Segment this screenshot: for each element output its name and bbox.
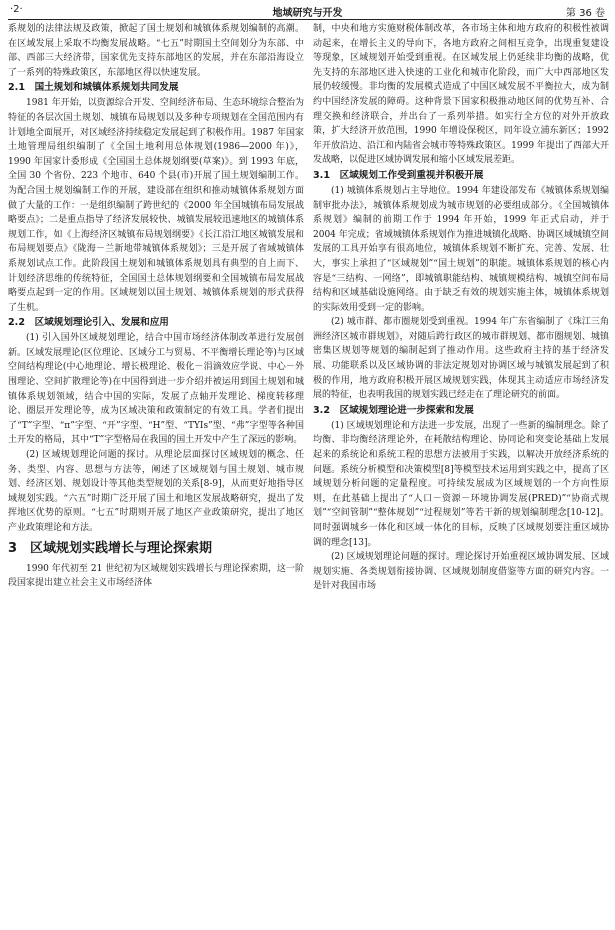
chapter-heading-3: 3 区域规划实践增长与理论探索期 <box>8 540 213 556</box>
paragraph: (1) 区域规划理论和方法进一步发展，出现了一些新的编制理念。除了均衡、非均衡经济理论外，在耗散结构理论、协同论和突变论基础上发展起来的系统论和系统工程的思想方法被用于实践，以解决开放经济系统的问题。系统分析模型和决策模型[8]等模型技术运用到实践之中，提高了区域规划分析问题的定量程度。可持续发展成为区域规划的一个方向性原则，在此基础上提出了“人口－资源－环境协调发展(PRED)”“协商式规划”“空间管制”“整体规划”“过程规划”等若干新的规划编制理念[10-12]。同时强调城乡一体化和区域一体化的目标，反映了区域规划要注重区域协调的理念[13]。 <box>313 420 609 548</box>
section-heading-2-1: 2.1 国土规划和城镇体系规划共同发展 <box>8 82 179 94</box>
paragraph: 制，中央和地方实施财税体制改革，各市场主体和地方政府的积极性被调动起来，在增长主义的导向下，各地方政府之间相互竞争，出现重复建设等现象，区域规划开始受到重视。在区域发展上仍延续非均衡的战略，优先支持的东部地区进入快速的工业化和城市化阶段，而广大中西部地区发展仍较缓慢。非均衡的发展模式造成了中国区域发展不平衡拉大，成为制约中国经济发展的障碍。这种背景下国家积极推动地区间的优势互补、合理交换和经济联合，并出台了一系列举措。如实行全方位的对外开放政策，扩大经济开放范围，1990 年增设保税区，同年设立浦东新区；1992 年开放沿边、沿江和内陆省会城市等特殊政策区。1999 年提出了西部大开发战略，以促进区域协调发展和缩小区域发展差距。 <box>313 24 609 166</box>
left-column <box>8 22 304 926</box>
section-heading-3-2: 3.2 区域规划理论进一步探索和发展 <box>313 404 474 416</box>
volume-label: 第 36 卷 <box>565 8 605 19</box>
paragraph: (2) 区域规划理论问题的探讨。理论探讨开始重视区域协调发展、区域规划实施、各类规划衔接协调、区域规划制度借鉴等方面的研究内容。一是针对我国市场 <box>313 552 609 592</box>
paragraph: 系规划的法律法规及政策，掀起了国土规划和城镇体系规划编制的高潮。在区域发展上采取不均衡发展战略。“七五”时期国土空间划分为东部、中部、西部三大经济带，国家优先支持东部地区的发展，并在东部沿海设立了一系列的特殊政策区，东部地区得以快速发展。 <box>8 24 304 78</box>
page-number: ·2· <box>10 4 23 15</box>
right-column <box>313 22 609 926</box>
running-header <box>8 2 607 20</box>
paragraph: (2) 城市群、都市圈规划受到重视。1994 年广东省编制了《珠江三角洲经济区城市群规划》，对随后跨行政区的城市群规划、都市圈规划、城镇密集区规划等规划的编制起到了推动作用。这些政府主持的基于经济发展、功能联系以及区域协调的非法定规划对协调区域与城镇发展起到了积极的作用，地方政府积极开展区域规划实践，体现其主动适应市场经济发展的特征，也表明我国的规划实践已经走在了理论研究的前面。 <box>313 317 609 401</box>
paragraph: 1981 年开始，以资源综合开发、空间经济布局、生态环境综合整治为特征的各层次国土规划、城镇布局规划以及多种专项规划在全国范围内有计划地全面展开，对区域经济持续稳定发展起到了积极作用。1987 年国家土地管理局组织编制了《全国土地利用总体规划(1986—2000 年)》，1990 年国家计委形成《全国国土总体规划纲要(草案)》。到 1993 年底，全国 30 个省份、223 个地市、640 个县(市)开展了国土规划编制工作。为配合国土规划编制工作的开展，建设部在组织和推动城镇体系规划方面做了大量的工作：一是组织编制了跨世纪的《2000 年全国城镇布局发展战略要点》；二是重点指导了经济发展较快、城镇发展较迅速地区的城镇体系规划工作，如《上海经济区城镇布局规划纲要》《长江沿江地区城镇发展和布局规划要点》《陇海－兰新地带城镇体系规划》；三是开展了省域城镇体系规划试点工作。此阶段国土规划和城镇体系规划具有典型的自上而下、计划经济思维的传统特征，全国国土总体规划纲要和全国城镇布局发展战略要点起到一定的作用。区域规划以国土规划、城镇体系规划的形式获得了生机。 <box>8 98 304 313</box>
section-heading-3-1: 3.1 区域规划工作受到重视并积极开展 <box>313 169 484 181</box>
paragraph: (1) 引入国外区域规划理论，结合中国市场经济体制改革进行发展创新。区域发展理论(区位理论、区域分工与贸易、不平衡增长理论等)与区域空间结构理论(中心地理论、增长极理论、极化－涓滴效应学说、中心－外围理论、空间扩散理论等)在中国得到进一步介绍并被运用到国土规划和城镇体系规划领域，结合中国的实际，发展了点轴开发理论、梯度转移理论、圈层开发理论等，成为区域决策和政策制定的有效工具。学者们提出了“T”字型、“π”字型、“开”字型、“H”型、“TYIs”型、“弗”字型等各种国土开发的格局，其中“T”字型格局在我国的国土开发中产生了深远的影响。 <box>8 333 304 446</box>
section-heading-2-2: 2.2 区域规划理论引入、发展和应用 <box>8 317 169 329</box>
paragraph: 1990 年代初至 21 世纪初为区域规划实践增长与理论探索期，这一阶段国家提出建立社会主义市场经济体 <box>8 563 304 589</box>
paragraph: (1) 城镇体系规划占主导地位。1994 年建设部发布《城镇体系规划编制审批办法》，城镇体系规划成为城市规划的必要组成部分。《全国城镇体系规划》编制的前期工作于 1994 年开始，1999 年正式启动，并于 2004 年完成；省域城镇体系规划作为推进城镇化战略、协调区域城镇空间发展的工具开始享有很高地位，城镇体系规划不断扩充、完善、发展、壮大，事实上承担了“区域规划”“国土规划”的职能。城镇体系规划的核心内容是“三结构、一网络”，即城镇职能结构、城镇规模结构、城镇空间布局结构和区域基础设施网络。由于缺乏有效的规划实施主体，城镇体系规划的实际效用受到一定的影响。 <box>313 185 609 313</box>
paragraph: (2) 区域规划理论问题的探讨。从理论层面探讨区域规划的概念、任务、类型、内容、思想与方法等，阐述了区域规划与国土规划、城市规划、经济区划、规划设计等其他类型规划的关系[8-9]，从而更好地指导区域规划实践。“六五”时期广泛开展了国土和地区发展战略研究，提出了发挥地区优势的原则。“七五”时期则开展了地区产业政策研究，提出了地区产业政策理论和方法。 <box>8 450 304 533</box>
journal-title: 地域研究与开发 <box>272 8 343 19</box>
